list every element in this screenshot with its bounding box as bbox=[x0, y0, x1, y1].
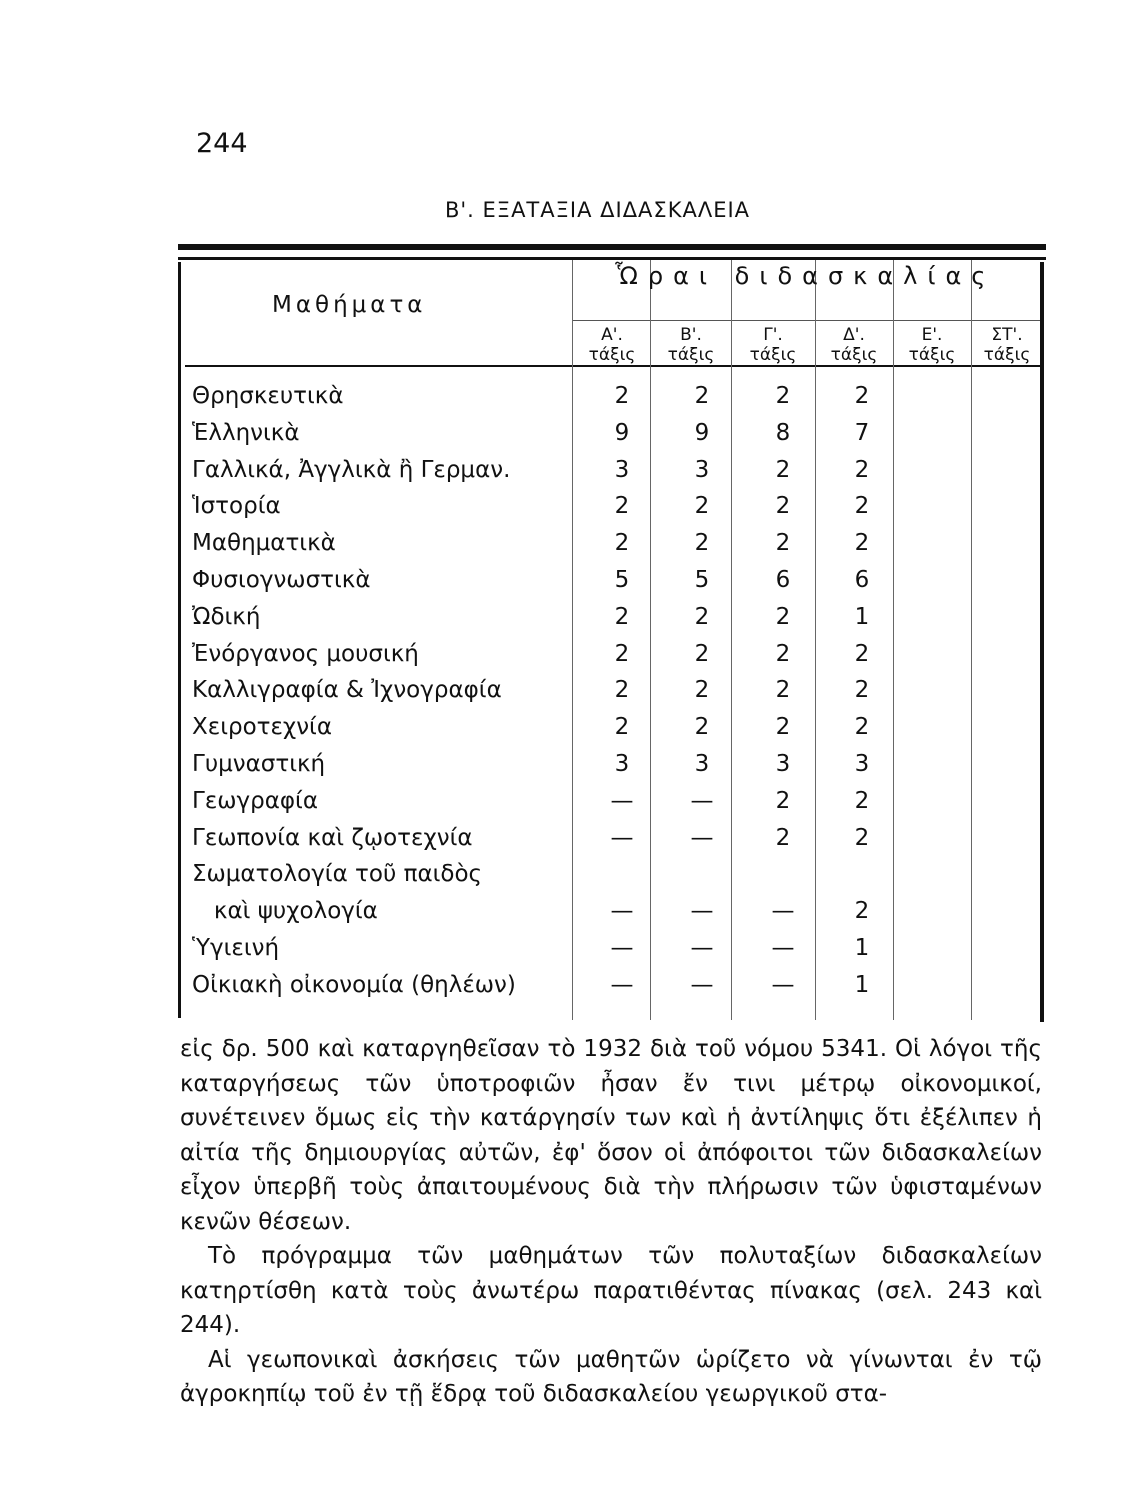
hours-value: 2 bbox=[775, 824, 791, 851]
hours-value: 2 bbox=[614, 714, 630, 741]
hours-value: 5 bbox=[614, 566, 630, 593]
hours-value: — bbox=[771, 971, 795, 998]
hours-value: 2 bbox=[854, 456, 870, 483]
body-text bbox=[180, 1032, 1042, 1412]
hours-value: 7 bbox=[854, 419, 870, 446]
table-left-border bbox=[178, 262, 181, 1018]
hours-value: 2 bbox=[614, 677, 630, 704]
hours-value: 9 bbox=[614, 419, 630, 446]
class-label: Γ'. bbox=[763, 325, 783, 345]
class-label: Α'. bbox=[601, 325, 623, 345]
hours-value: 5 bbox=[694, 566, 710, 593]
hours-value: — bbox=[690, 898, 714, 925]
table-row bbox=[190, 825, 1040, 862]
hours-value: — bbox=[610, 971, 634, 998]
class-word: τάξις bbox=[588, 345, 636, 365]
column-header-class-f bbox=[968, 325, 1046, 365]
table-row bbox=[190, 714, 1040, 751]
hours-value: 2 bbox=[694, 383, 710, 409]
hours-value: 2 bbox=[694, 530, 710, 557]
hours-value: 2 bbox=[614, 383, 630, 409]
class-label: ΣΤ'. bbox=[991, 325, 1023, 345]
hours-value: — bbox=[610, 898, 634, 925]
hours-value: — bbox=[610, 824, 634, 851]
hours-value: 2 bbox=[775, 493, 791, 520]
table-title: Β'. ΕΞΑΤΑΞΙΑ ΔΙΔΑΣΚΑΛΕΙΑ bbox=[445, 198, 751, 222]
column-header-class-e bbox=[893, 325, 971, 365]
table-row bbox=[190, 935, 1040, 972]
hours-value: 2 bbox=[775, 677, 791, 704]
column-header-class-c bbox=[734, 325, 812, 365]
paragraph: εἰς δρ. 500 καὶ καταργηθεῖσαν τὸ 1932 διὰ τοῦ νόμου 5341. Οἱ λόγοι τῆς καταργήσεως τῶν ὑποτροφιῶν ἦσαν ἔν τινι μέτρῳ οἰκονομικοί, συνέτεινεν ὅμως εἰς τὴν κατάργησίν των καὶ ἡ ἀντίληψις ὅτι ἐξέλιπεν ἡ αἰτία τῆς δημιουργίας αὐτῶν, ἐφ' ὅσον οἱ ἀπόφοιτοι τῶν διδασκαλείων εἶχον ὑπερβῆ τοὺς ἀπαιτουμένους διὰ τὴν πλήρωσιν τῶν ὑφισταμένων κενῶν θέσεων. bbox=[180, 1036, 1042, 1235]
table-row bbox=[190, 788, 1040, 825]
subject-name: Ὠδική bbox=[192, 603, 261, 630]
subject-name: Ἑλληνικὰ bbox=[192, 419, 300, 446]
subject-name: Ἱστορία bbox=[192, 493, 281, 520]
column-header-class-b bbox=[652, 325, 730, 365]
hours-value: 1 bbox=[854, 934, 870, 961]
column-header-class-a bbox=[573, 325, 651, 365]
subject-name: Σωματολογία τοῦ παιδὸς bbox=[192, 861, 483, 888]
hours-value: 2 bbox=[854, 640, 870, 667]
column-header-class-d bbox=[815, 325, 893, 365]
subject-name: Οἰκιακὴ οἰκονομία (θηλέων) bbox=[192, 971, 516, 998]
hours-value: 1 bbox=[854, 603, 870, 630]
table-row bbox=[190, 861, 1040, 898]
hours-value: — bbox=[771, 934, 795, 961]
hours-value: 2 bbox=[854, 530, 870, 557]
hours-value: 3 bbox=[694, 456, 710, 483]
hours-value: 2 bbox=[775, 383, 791, 409]
table-row bbox=[190, 530, 1040, 567]
hours-value: 2 bbox=[854, 383, 870, 409]
hours-value: 2 bbox=[694, 714, 710, 741]
table-body bbox=[190, 383, 1040, 1009]
hours-value: 3 bbox=[694, 750, 710, 777]
hours-value: 2 bbox=[775, 530, 791, 557]
paragraph: Αἱ γεωπονικαὶ ἀσκήσεις τῶν μαθητῶν ὡρίζετο νὰ γίνωνται ἐν τῷ ἀγροκηπίῳ τοῦ ἐν τῇ ἕδρᾳ τοῦ διδασκαλείου γεωργικοῦ στα- bbox=[180, 1346, 1042, 1407]
hours-value: 2 bbox=[694, 493, 710, 520]
subject-name: Χειροτεχνία bbox=[192, 714, 332, 741]
subject-name: Ὑγιεινή bbox=[192, 934, 280, 961]
subject-name: Γεωπονία καὶ ζῳοτεχνία bbox=[192, 824, 473, 851]
hours-value: 3 bbox=[854, 750, 870, 777]
hours-value: 2 bbox=[854, 677, 870, 704]
hours-value: — bbox=[610, 934, 634, 961]
table-row bbox=[190, 493, 1040, 530]
subject-name: Φυσιογνωστικὰ bbox=[192, 566, 371, 593]
hours-value: 1 bbox=[854, 971, 870, 998]
hours-column-header: Ὧραι διδασκαλίας bbox=[615, 262, 996, 290]
class-label: Δ'. bbox=[843, 325, 865, 345]
subjects-column-header: Μαθήματα bbox=[272, 292, 427, 318]
hours-value: — bbox=[690, 824, 714, 851]
subject-name: Γυμναστική bbox=[192, 750, 326, 777]
subject-name: Γεωγραφία bbox=[192, 787, 318, 814]
table-top-thin-rule bbox=[178, 257, 1046, 260]
class-label: Ε'. bbox=[921, 325, 943, 345]
class-word: τάξις bbox=[983, 345, 1031, 365]
hours-value: 2 bbox=[854, 493, 870, 520]
paragraph: Τὸ πρόγραμμα τῶν μαθημάτων τῶν πολυταξίων διδασκαλείων κατηρτίσθη κατὰ τοὺς ἀνωτέρω παρατιθέντας πίνακας (σελ. 243 καὶ 244). bbox=[180, 1243, 1042, 1338]
hours-value: 6 bbox=[775, 566, 791, 593]
hours-value: — bbox=[690, 971, 714, 998]
table-row bbox=[190, 972, 1040, 1009]
table-row bbox=[190, 898, 1040, 935]
subject-name: καὶ ψυχολογία bbox=[192, 898, 378, 925]
hours-value: 2 bbox=[694, 640, 710, 667]
class-word: τάξις bbox=[667, 345, 715, 365]
hours-value: 2 bbox=[614, 640, 630, 667]
table-row bbox=[190, 641, 1040, 678]
class-word: τάξις bbox=[908, 345, 956, 365]
hours-value: 2 bbox=[694, 603, 710, 630]
hours-value: 2 bbox=[854, 824, 870, 851]
page-number: 244 bbox=[196, 128, 248, 159]
hours-value: 2 bbox=[614, 530, 630, 557]
class-label: Β'. bbox=[680, 325, 702, 345]
table-row bbox=[190, 751, 1040, 788]
subject-name: Θρησκευτικὰ bbox=[192, 383, 344, 409]
hours-value: 2 bbox=[775, 787, 791, 814]
hours-value: 2 bbox=[854, 714, 870, 741]
hours-value: 9 bbox=[694, 419, 710, 446]
class-word: τάξις bbox=[749, 345, 797, 365]
hours-value: 2 bbox=[775, 603, 791, 630]
hours-value: 2 bbox=[854, 787, 870, 814]
table-row bbox=[190, 383, 1040, 420]
table-row bbox=[190, 567, 1040, 604]
hours-value: 8 bbox=[775, 419, 791, 446]
hours-value: 2 bbox=[694, 677, 710, 704]
hours-value: 2 bbox=[854, 898, 870, 925]
table-header-rule bbox=[185, 365, 1043, 367]
table-right-border bbox=[1040, 262, 1044, 1022]
subject-name: Μαθηματικὰ bbox=[192, 530, 336, 557]
table-top-rule bbox=[178, 244, 1046, 250]
hours-value: 3 bbox=[614, 456, 630, 483]
table-row bbox=[190, 677, 1040, 714]
hours-value: 2 bbox=[614, 603, 630, 630]
hours-value: — bbox=[690, 934, 714, 961]
hours-value: 6 bbox=[854, 566, 870, 593]
subject-name: Καλλιγραφία & Ἰχνογραφία bbox=[192, 677, 502, 704]
table-row bbox=[190, 457, 1040, 494]
hours-value: 3 bbox=[614, 750, 630, 777]
hours-value: — bbox=[610, 787, 634, 814]
hours-value: — bbox=[690, 787, 714, 814]
subject-name: Γαλλικά, Ἀγγλικὰ ἢ Γερμαν. bbox=[192, 456, 511, 483]
table-row bbox=[190, 604, 1040, 641]
hours-value: 3 bbox=[775, 750, 791, 777]
hours-value: 2 bbox=[775, 456, 791, 483]
table-row bbox=[190, 420, 1040, 457]
hours-value: 2 bbox=[775, 714, 791, 741]
subject-name: Ἐνόργανος μουσική bbox=[192, 640, 419, 667]
hours-value: — bbox=[771, 898, 795, 925]
hours-value: 2 bbox=[614, 493, 630, 520]
hours-value: 2 bbox=[775, 640, 791, 667]
class-word: τάξις bbox=[830, 345, 878, 365]
